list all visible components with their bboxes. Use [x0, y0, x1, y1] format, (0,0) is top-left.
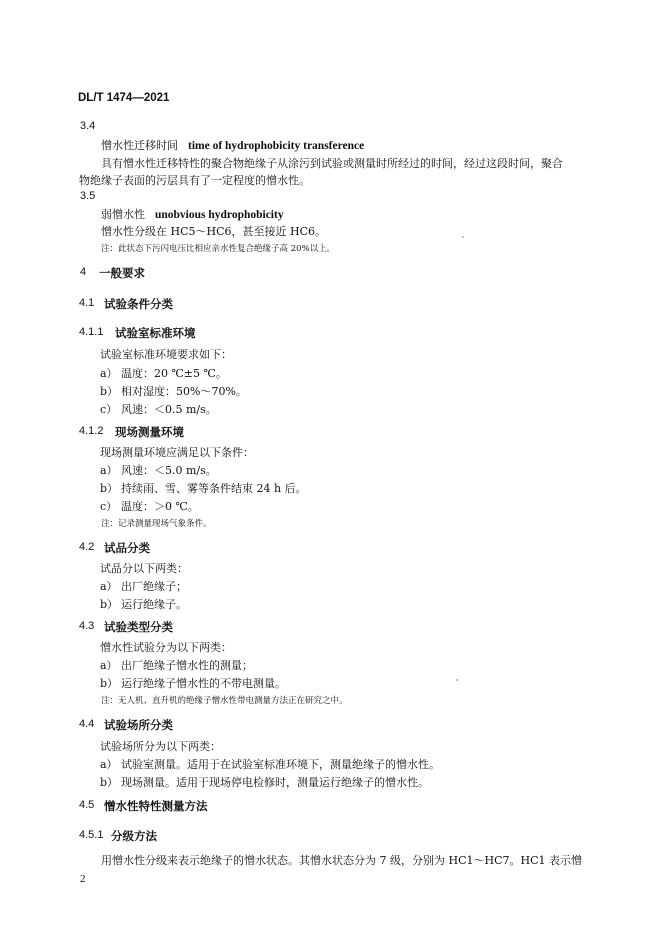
document-id: DL/T 1474—2021 [78, 92, 170, 104]
clause-4-1-2-note: 注：记录测量现场气象条件。 [101, 519, 212, 529]
clause-3-5-definition: 憎水性分级在 HC5～HC6，甚至接近 HC6。 [101, 225, 327, 238]
list-item-text: 试验室测量。适用于在试验室标准环境下，测量绝缘子的憎水性。 [121, 758, 440, 771]
scan-speck [456, 679, 458, 681]
clause-4-3-title: 试验类型分类 [104, 622, 173, 634]
clause-4-number: 4 [80, 266, 87, 278]
clause-4-2-number: 4.2 [79, 541, 95, 553]
clause-3-4-term [101, 137, 364, 153]
clause-3-5-note: 注：此状态下污闪电压比相应亲水性复合绝缘子高 20%以上。 [101, 244, 336, 254]
list-item-text: 温度：＞0 ℃。 [121, 500, 199, 513]
list-item-text: 持续雨、雪、雾等条件结束 24 h 后。 [121, 482, 307, 495]
clause-4-1-2-title: 现场测量环境 [115, 427, 184, 439]
clause-3-4-definition-line-2: 物绝缘子表面的污层具有了一定程度的憎水性。 [79, 174, 310, 187]
clause-3-5-number: 3.5 [80, 190, 96, 202]
list-item-label: b） [100, 598, 119, 611]
clause-4-3-intro: 憎水性试验分为以下两类： [100, 641, 232, 654]
clause-3-4-number: 3.4 [80, 120, 96, 132]
list-item-label: a） [100, 659, 118, 672]
list-item-label: a） [100, 367, 118, 380]
list-item-label: a） [100, 464, 118, 477]
clause-4-5-title: 憎水性特性测量方法 [104, 801, 208, 813]
clause-4-1-1-intro: 试验室标准环境要求如下： [100, 348, 232, 361]
term-english: unobvious hydrophobicity [155, 209, 284, 221]
list-item-text: 运行绝缘子憎水性的不带电测量。 [121, 677, 286, 690]
list-item-text: 温度：20 ℃±5 ℃。 [121, 367, 227, 380]
list-item-text: 风速：＜0.5 m/s。 [121, 403, 217, 416]
clause-4-1-1-number: 4.1.1 [79, 326, 104, 338]
list-item-text: 出厂绝缘子憎水性的测量； [121, 659, 253, 672]
term-chinese: 弱憎水性 [101, 208, 145, 221]
term-chinese: 憎水性迁移时间 [101, 139, 178, 152]
clause-4-1-title: 试验条件分类 [104, 299, 173, 311]
clause-4-4-title: 试验场所分类 [104, 720, 173, 732]
list-item-label: a） [100, 758, 118, 771]
list-item-label: c） [100, 500, 118, 513]
list-item-label: b） [100, 677, 119, 690]
clause-4-title: 一般要求 [99, 268, 145, 280]
clause-4-2-intro: 试品分以下两类： [100, 562, 188, 575]
clause-4-3-note: 注：无人机、直升机的绝缘子憎水性带电测量方法正在研究之中。 [101, 696, 348, 706]
list-item-label: c） [100, 403, 118, 416]
list-item-text: 现场测量。适用于现场停电检修时，测量运行绝缘子的憎水性。 [121, 776, 429, 789]
clause-4-5-1-title: 分级方法 [111, 831, 157, 843]
list-item-label: b） [100, 385, 119, 398]
list-item-text: 运行绝缘子。 [121, 598, 187, 611]
clause-4-5-1-number: 4.5.1 [79, 829, 104, 841]
clause-4-5-number: 4.5 [79, 799, 95, 811]
clause-4-4-number: 4.4 [79, 718, 95, 730]
list-item-text: 相对湿度：50%～70%。 [121, 385, 247, 398]
clause-4-3-number: 4.3 [79, 620, 95, 632]
list-item-text: 风速：＜5.0 m/s。 [121, 464, 217, 477]
clause-3-5-term [101, 206, 284, 222]
clause-4-1-2-number: 4.1.2 [79, 425, 104, 437]
term-english: time of hydrophobicity transference [188, 140, 365, 152]
list-item-label: b） [100, 482, 119, 495]
list-item-text: 出厂绝缘子； [121, 580, 187, 593]
list-item-label: a） [100, 580, 118, 593]
clause-4-1-1-title: 试验室标准环境 [115, 328, 196, 340]
clause-4-2-title: 试品分类 [104, 543, 150, 555]
page-number: 2 [80, 873, 86, 885]
clause-3-4-definition-line-1: 具有憎水性迁移特性的聚合物绝缘子从涂污到试验或测量时所经过的时间，经过这段时间，聚合 [101, 157, 563, 170]
scan-speck [462, 236, 464, 238]
clause-4-1-number: 4.1 [79, 297, 95, 309]
clause-4-4-intro: 试验场所分为以下两类： [100, 740, 221, 753]
list-item-label: b） [100, 776, 119, 789]
clause-4-5-1-text: 用憎水性分级来表示绝缘子的憎水状态。其憎水状态分为 7 级，分别为 HC1～HC7。HC1 表示憎 [101, 854, 583, 867]
clause-4-1-2-intro: 现场测量环境应满足以下条件： [100, 446, 254, 459]
